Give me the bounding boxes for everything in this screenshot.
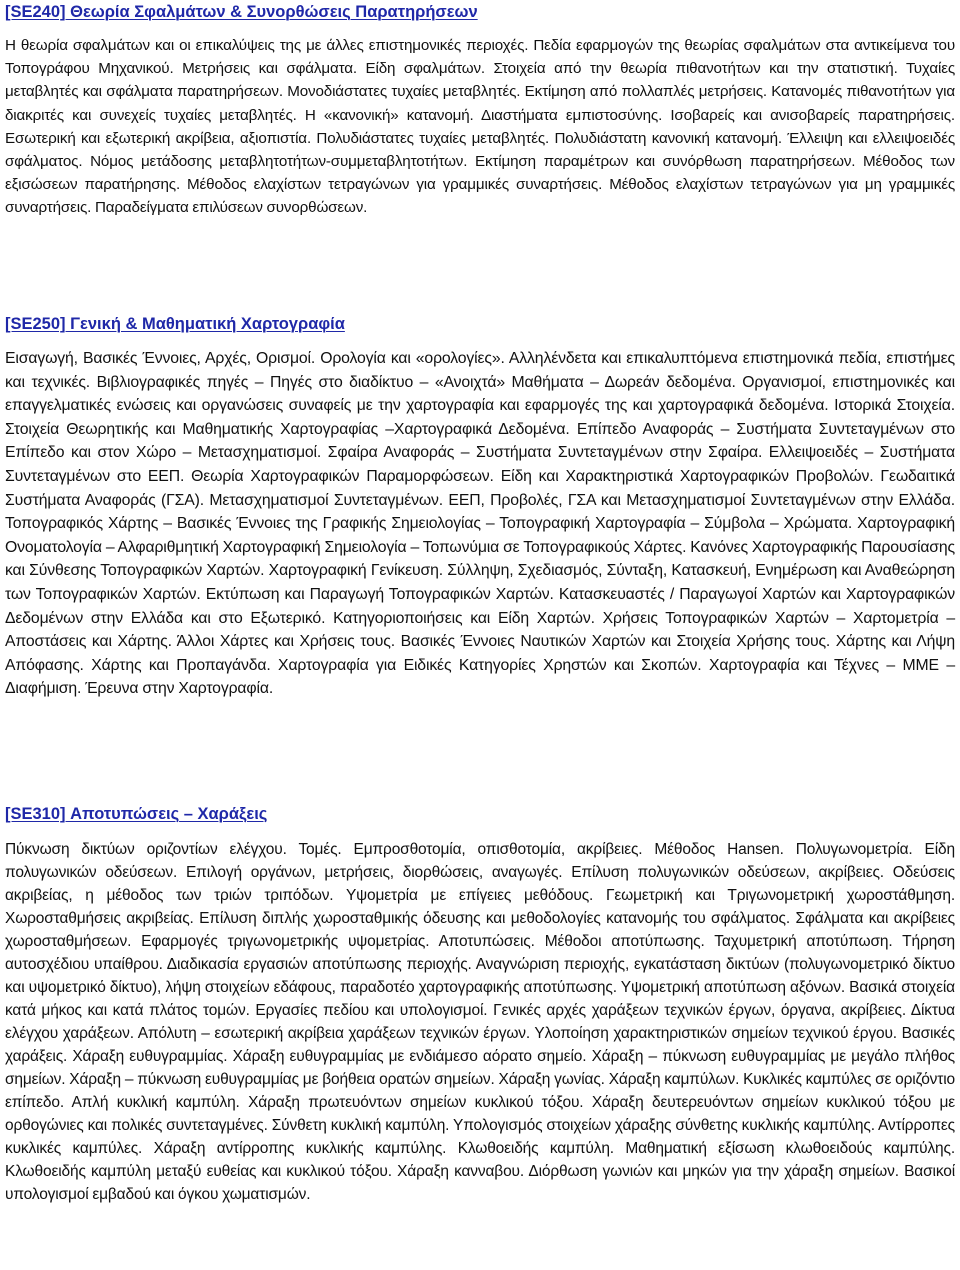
course-heading: [SE240] Θεωρία Σφαλμάτων & Συνορθώσεις Παρατηρήσεων [5,3,478,21]
course-section-se240 [5,2,955,220]
course-description: Πύκνωση δικτύων οριζοντίων ελέγχου. Τομές. Εμπροσθοτομία, οπισθοτομία, ακρίβειες. Μέθοδος Hansen. Πολυγωνομετρία. Είδη πολυγωνικών οδεύσεων. Επιλογή οργάνων, μετρήσεις, διορθώσεις, αναγωγές. Επίλυση πολυγωνικών οδεύσεων, ακρίβειες. Οδεύσεις ακριβείας, η μέθοδος των τριών τριπόδων. Υψομετρία με επίγειες μεθόδους. Γεωμετρική και Τριγωνομετρική χωροστάθμηση. Χωροσταθμήσεις ακριβείας. Επίλυση διπλής χωροσταθμικής όδευσης και μεθοδολογίες κατανομής του σφάλματος. Σφάλματα και ακρίβειες χωροσταθμήσεων. Εφαρμογές τριγωνομετρικής υψομετρίας. Αποτυπώσεις. Μέθοδοι αποτύπωσης. Ταχυμετρική αποτύπωση. Τήρηση αυτοσχέδιου υπαίθρου. Διαδικασία εργασιών αποτύπωσης περιοχής. Αναγνώριση περιοχής, εγκατάσταση δικτύων (πολυγωνομετρικό δίκτυο και υψομετρικό δίκτυο), λήψη στοιχείων εδάφους, παραδοτέο χαρτογραφικής αποτύπωσης. Υψομετρική αποτύπωση αξόνων. Βασικά στοιχεία κατά μήκος και κατά πλάτος τομών. Εργασίες πεδίου και υπολογισμοί. Γενικές αρχές χαράξεων τεχνικών έργων, όργανα, ακρίβειες. Δίκτυα ελέγχου χαράξεων. Απόλυτη – εσωτερική ακρίβεια χαράξεων τεχνικών έργων. Υλοποίηση χαρακτηριστικών σημείων τεχνικού έργου. Βασικές χαράξεις. Χάραξη ευθυγραμμίας. Χάραξη ευθυγραμμίας με ενδιάμεσο αόρατο σημείο. Χάραξη – πύκνωση ευθυγραμμίας με μεγάλο πλήθος σημείων. Χάραξη – πύκνωση ευθυγραμμίας με βοήθεια ορατών σημείων. Χάραξη γωνίας. Χάραξη καμπύλων. Κυκλικές καμπύλες σε οριζόντιο επίπεδο. Απλή κυκλική καμπύλη. Χάραξη πρωτευόντων σημείων κυκλικού τόξου. Χάραξη δευτερευόντων σημείων κυκλικού τόξου με ορθογώνιες και πολικές συντεταγμένες. Σύνθετη κυκλική καμπύλη. Υπολογισμός στοιχείων χάραξης σύνθετης κυκλικής καμπύλης. Αντίρροπες κυκλικές καμπύλες. Χάραξη αντίρροπης κυκλικής καμπύλης. Κλωθοειδής καμπύλη. Μαθηματική εξίσωση κλωθοειδούς καμπύλης. Κλωθοειδής καμπύλη μεταξύ ευθείας και κυκλικού τόξου. Χάραξη κανναβου. Διόρθωση γωνιών και μηκών για την χάραξη σημείων. Βασικοί υπολογισμοί εμβαδού και όγκου χωματισμών. [5,841,955,1203]
course-section-se310 [5,804,955,1206]
course-heading: [SE250] Γενική & Μαθηματική Χαρτογραφία [5,315,345,333]
course-description: Εισαγωγή, Βασικές Έννοιες, Αρχές, Ορισμοί. Ορολογία και «ορολογίες». Αλληλένδετα και επικαλυπτόμενα επιστημονικά πεδία, επιστήμες και τεχνικές. Βιβλιογραφικές πηγές – Πηγές στο διαδίκτυο – «Ανοιχτά» Μαθήματα – Δωρεάν δεδομένα. Οργανισμοί, επιστημονικές και επαγγελματικές ενώσεις και οργανώσεις συναφείς με την χαρτογραφία και εφαρμογές της και χαρτογραφικά δεδομένα. Ιστορικά Στοιχεία. Στοιχεία Θεωρητικής και Μαθηματικής Χαρτογραφίας –Χαρτογραφικά Δεδομένα. Επίπεδο Αναφοράς – Συστήματα Συντεταγμένων στο Επίπεδο και στον Χώρο – Μετασχηματισμοί. Σφαίρα Αναφοράς – Συστήματα Συντεταγμένων στην Σφαίρα. Ελλειψοειδές – Συστήματα Συντεταγμένων στο ΕΕΠ. Θεωρία Χαρτογραφικών Παραμορφώσεων. Είδη και Χαρακτηριστικά Χαρτογραφικών Προβολών. Γεωδαιτικά Συστήματα Αναφοράς (ΓΣΑ). Μετασχηματισμοί Συντεταγμένων. ΕΕΠ, Προβολές, ΓΣΑ και Μετασχηματισμοί Συντεταγμένων στην Ελλάδα. Τοπογραφικός Χάρτης – Βασικές Έννοιες της Γραφικής Σημειολογίας – Τοπογραφική Χαρτογραφία – Σύμβολα – Χρώματα. Χαρτογραφική Ονοματολογία – Αλφαριθμητική Χαρτογραφική Σημειολογία – Τοπωνύμια σε Τοπογραφικούς Χάρτες. Κανόνες Χαρτογραφικής Παρουσίασης και Σύνθεσης Τοπογραφικών Χαρτών. Χαρτογραφική Γενίκευση. Σύλληψη, Σχεδιασμός, Σύνταξη, Κατασκευή, Ενημέρωση και Αναθεώρηση των Τοπογραφικών Χαρτών. Εκτύπωση και Παραγωγή Τοπογραφικών Χαρτών. Κατασκευαστές / Παραγωγοί Χαρτών και Χαρτογραφικών Δεδομένων στην Ελλάδα και στο Εξωτερικό. Κατηγοριοποιήσεις και Είδη Χαρτών. Χρήσεις Τοπογραφικών Χαρτών – Χαρτομετρία – Αποστάσεις και Χάρτης. Άλλοι Χάρτες και Χρήσεις τους. Βασικές Έννοιες Ναυτικών Χαρτών και Στοιχεία Χρήσης τους. Χάρτης και Λήψη Απόφασης. Χάρτης και Προπαγάνδα. Χαρτογραφία για Ειδικές Κατηγορίες Χρηστών και Σκοπών. Χαρτογραφία και Τέχνες – ΜΜΕ – Διαφήμιση. Έρευνα στην Χαρτογραφία. [5,350,956,698]
course-section-se250 [5,314,955,701]
course-description: Η θεωρία σφαλμάτων και οι επικαλύψεις της με άλλες επιστημονικές περιοχές. Πεδία εφαρμογών της θεωρίας σφαλμάτων στα αντικείμενα του Τοπογράφου Μηχανικού. Μετρήσεις και σφάλματα. Είδη σφαλμάτων. Στοιχεία από την θεωρία πιθανοτήτων και την στατιστική. Τυχαίες μεταβλητές και σφάλματα παρατηρήσεων. Μονοδιάστατες τυχαίες μεταβλητές. Εκτίμηση από πολλαπλές μετρήσεις. Κατανομές πιθανοτήτων για διακριτές και συνεχείς τυχαίες μεταβλητές. Η «κανονική» κατανομή. Διαστήματα εμπιστοσύνης. Ισοβαρείς και ανισοβαρείς παρατηρήσεις. Εσωτερική και εξωτερική ακρίβεια, αξιοπιστία. Πολυδιάστατες τυχαίες μεταβλητές. Πολυδιάστατη κανονική κατανομή. Έλλειψη και ελλειψοειδές σφάλματος. Νόμος μετάδοσης μεταβλητοτήτων-συμμεταβλητοτήτων. Εκτίμηση παραμέτρων και συνόρθωση παρατηρήσεων. Μέθοδος των εξισώσεων παρατήρησης. Μέθοδος ελαχίστων τετραγώνων για γραμμικές συναρτήσεις. Μέθοδος ελαχίστων τετραγώνων για μη γραμμικές συναρτήσεις. Παραδείγματα επιλύσεων συνορθώσεων. [5,37,955,217]
course-heading: [SE310] Αποτυπώσεις – Χαράξεις [5,805,268,823]
